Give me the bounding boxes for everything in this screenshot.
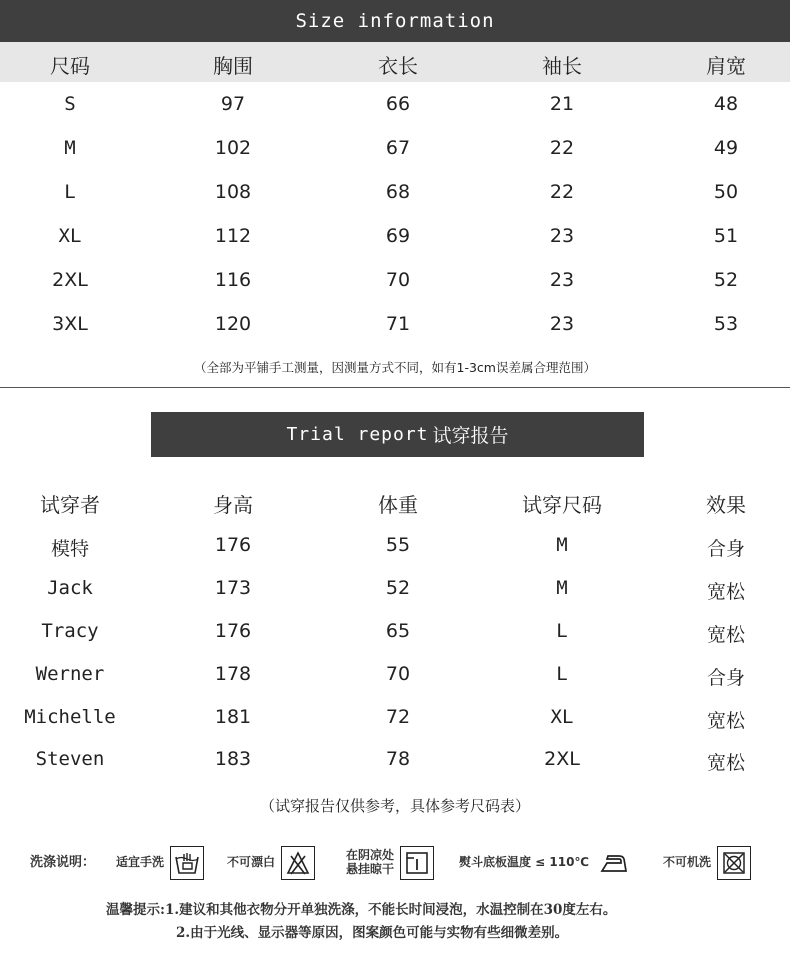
column-header: 身高 [213,493,253,517]
table-cell: 116 [214,269,252,291]
hand-wash-icon [170,846,204,880]
table-cell: 55 [385,534,411,556]
table-cell: Steven [35,748,105,770]
iron-low-icon [597,846,631,880]
table-cell: 23 [549,313,575,335]
table-cell: 23 [549,269,575,291]
table-cell: Michelle [24,706,116,728]
table-cell: 68 [385,181,411,203]
tips-line-1: 温馨提示:1.建议和其他衣物分开单独洗涤，不能长时间浸泡，水温控制在30度左右。 [106,902,617,918]
care-text-iron: 熨斗底板温度 ≤ 110℃ [459,855,589,870]
table-cell: 2XL [544,748,580,770]
table-cell: 合身 [706,667,745,689]
table-cell: L [556,620,568,642]
care-text-hang-dry [346,849,394,877]
table-cell: 178 [214,663,252,685]
care-item-hand-wash [116,843,204,883]
care-label-group [30,843,95,883]
trial-title-cn: 试穿报告 [432,425,509,447]
table-cell: 52 [713,269,739,291]
table-cell: 70 [385,269,411,291]
no-bleach-icon [281,846,315,880]
table-cell: 53 [713,313,739,335]
column-header: 效果 [706,493,746,517]
column-header: 体重 [378,493,418,517]
table-cell: 71 [385,313,411,335]
column-header: 衣长 [378,54,418,78]
table-cell: M [556,577,568,599]
care-item-hang-dry [346,843,434,883]
table-cell: 112 [214,225,252,247]
table-cell: 66 [385,93,411,115]
column-header: 袖长 [542,54,582,78]
table-cell: 97 [220,93,246,115]
table-cell: 183 [214,748,252,770]
trial-note: （试穿报告仅供参考，具体参考尺码表） [259,797,530,815]
table-cell: 48 [713,93,739,115]
table-cell: Tracy [41,620,99,642]
column-header: 试穿者 [40,493,100,517]
column-header: 胸围 [213,54,253,78]
table-cell: 22 [549,137,575,159]
table-cell: XL [550,706,574,728]
table-cell: 宽松 [706,581,745,603]
care-item-no-machine-wash [663,843,751,883]
table-cell: 模特 [50,538,89,560]
size-note: （全部为平铺手工测量，因测量方式不同，如有1-3cm误差属合理范围） [194,360,596,375]
table-cell: L [556,663,568,685]
table-cell: 78 [385,748,411,770]
table-cell: M [64,137,76,159]
table-cell: S [64,93,76,115]
size-info-title-text: Size information [295,10,495,32]
hang-dry-icon [400,846,434,880]
care-label: 洗涤说明： [30,854,96,870]
table-cell: 3XL [52,313,88,335]
table-cell: 23 [549,225,575,247]
care-text-hand-wash: 适宜手洗 [116,855,165,870]
table-cell: 72 [385,706,411,728]
table-cell: 50 [713,181,739,203]
table-cell: 合身 [706,538,745,560]
care-text-no-bleach: 不可漂白 [227,855,276,870]
care-item-no-bleach [227,843,315,883]
table-cell: 102 [214,137,252,159]
column-header: 尺码 [50,54,90,78]
table-cell: 173 [214,577,252,599]
table-cell: M [556,534,568,556]
size-info-title [0,0,790,42]
table-cell: 22 [549,181,575,203]
tips-line-2: 2.由于光线、显示器等原因，图案颜色可能与实物有些细微差别。 [176,925,569,941]
table-cell: 70 [385,663,411,685]
table-cell: 120 [214,313,252,335]
table-cell: XL [58,225,82,247]
table-cell: 176 [214,620,252,642]
table-cell: 181 [214,706,252,728]
table-cell: 21 [549,93,575,115]
table-cell: 69 [385,225,411,247]
table-cell: Jack [47,577,93,599]
table-cell: 52 [385,577,411,599]
table-cell: 宽松 [706,710,745,732]
care-item-iron [459,843,631,883]
table-cell: L [64,181,76,203]
table-cell: Werner [35,663,105,685]
table-cell: 51 [713,225,739,247]
table-cell: 2XL [52,269,88,291]
no-machine-wash-icon [717,846,751,880]
trial-title-en: Trial report [286,424,429,445]
table-cell: 宽松 [706,752,745,774]
table-cell: 176 [214,534,252,556]
trial-report-title [151,412,644,457]
table-cell: 108 [214,181,252,203]
care-text-hang-dry-2: 悬挂晾干 [346,862,395,876]
care-text-no-machine-wash: 不可机洗 [663,855,712,870]
table-cell: 67 [385,137,411,159]
column-header: 试穿尺码 [522,493,602,517]
table-cell: 65 [385,620,411,642]
care-text-hang-dry-1: 在阴凉处 [346,848,395,863]
table-cell: 宽松 [706,624,745,646]
section-divider [0,387,790,388]
table-cell: 49 [713,137,739,159]
column-header: 肩宽 [706,54,746,78]
